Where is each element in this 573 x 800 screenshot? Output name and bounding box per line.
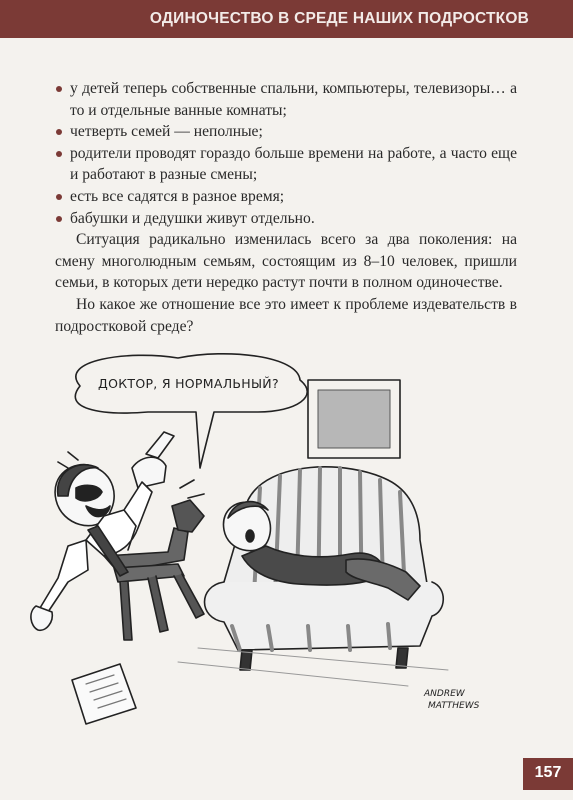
paper-sheet-drawing bbox=[72, 664, 136, 724]
list-item bbox=[55, 186, 517, 208]
page-number: 157 bbox=[534, 764, 562, 781]
speech-balloon-text: ДОКТОР, Я НОРМАЛЬНЫЙ? bbox=[98, 376, 279, 391]
jumping-man-drawing bbox=[31, 432, 204, 640]
list-item bbox=[55, 143, 517, 186]
list-item bbox=[55, 121, 517, 143]
chapter-header-bar bbox=[0, 0, 573, 38]
bullet-icon bbox=[56, 86, 62, 92]
list-item-text: у детей теперь собственные спальни, компьютеры, телевизоры… а то и отдельные ванные комнаты; bbox=[70, 80, 517, 119]
cartoon-illustration bbox=[28, 350, 548, 740]
paragraph: Ситуация радикально изменилась всего за два поколения: на смену многолюдным семьям, состоящим из 8–10 человек, пришли семьи, в которых дети нередко растут почти в полном одиночестве. bbox=[55, 231, 517, 292]
paragraph: Но какое же отношение все это имеет к проблеме издевательств в подростковой среде? bbox=[55, 295, 517, 335]
list-item-text: есть все садятся в разное время; bbox=[70, 187, 285, 205]
bullet-icon bbox=[56, 129, 62, 135]
chapter-title: ОДИНОЧЕСТВО В СРЕДЕ НАШИХ ПОДРОСТКОВ bbox=[149, 10, 529, 27]
list-item-text: четверть семей — неполные; bbox=[70, 123, 263, 141]
bullet-icon bbox=[56, 194, 62, 200]
list-item bbox=[55, 208, 517, 230]
artist-signature: MATTHEWS bbox=[428, 701, 480, 711]
body-text bbox=[55, 78, 517, 337]
list-item-text: родители проводят гораздо больше времени на работе, а часто еще и работают в разные смены; bbox=[70, 144, 517, 184]
bullet-icon bbox=[56, 216, 62, 222]
list-item bbox=[55, 78, 517, 121]
page-number-badge bbox=[523, 758, 573, 790]
artist-signature: ANDREW bbox=[424, 689, 465, 699]
list-item-text: бабушки и дедушки живут отдельно. bbox=[70, 209, 315, 227]
speech-balloon bbox=[75, 354, 307, 468]
bullet-icon bbox=[56, 151, 62, 157]
